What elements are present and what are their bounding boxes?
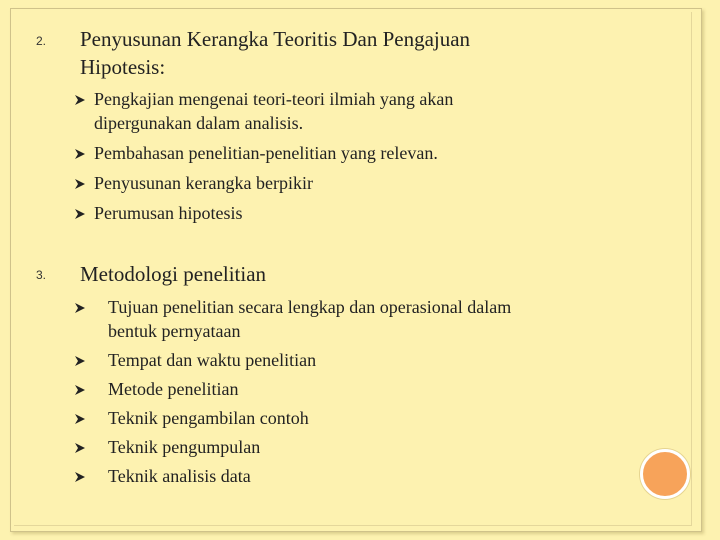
- section-3-bullet-6-text: Teknik analisis data: [108, 466, 251, 486]
- section-2-bullet-1-cont: [94, 112, 303, 135]
- section-2-bullet-1-text: Pengkajian mengenai teori-teori ilmiah yang akan: [94, 89, 454, 109]
- section-3-bullet-6: [108, 465, 251, 488]
- section-3-bullet-2-text: Tempat dan waktu penelitian: [108, 350, 317, 370]
- section-2-heading-line2: Hipotesis:: [80, 55, 166, 79]
- arrowhead-bullet-icon: [74, 384, 86, 396]
- section-2-number: 2.: [36, 34, 47, 48]
- section-3-bullet-4-text: Teknik pengambilan contoh: [108, 408, 309, 428]
- orange-circle-decoration: [640, 449, 690, 499]
- section-3-bullet-1: [108, 296, 511, 319]
- section-3-bullet-1-cont: [108, 320, 240, 343]
- arrowhead-bullet-icon: [74, 413, 86, 425]
- arrowhead-bullet-icon: [74, 208, 86, 220]
- section-2-heading-line1: Penyusunan Kerangka Teoritis Dan Pengajuan: [80, 27, 471, 51]
- arrowhead-bullet-icon: [74, 442, 86, 454]
- section-2-bullet-3: [94, 172, 313, 195]
- section-2-bullet-4-text: Perumusan hipotesis: [94, 203, 243, 223]
- section-3-heading: Metodologi penelitian: [80, 262, 267, 286]
- section-3-bullet-2: [108, 349, 316, 372]
- arrowhead-bullet-icon: [74, 355, 86, 367]
- section-2-bullet-1-text-cont: dipergunakan dalam analisis.: [94, 113, 304, 133]
- section-3-bullet-3-text: Metode penelitian: [108, 379, 239, 399]
- section-2-bullet-2: [94, 142, 438, 165]
- section-3-bullet-1-text-cont: bentuk pernyataan: [108, 321, 241, 341]
- section-2-bullet-2-text: Pembahasan penelitian-penelitian yang relevan.: [94, 143, 438, 163]
- section-3-bullet-1-text: Tujuan penelitian secara lengkap dan operasional dalam: [108, 297, 512, 317]
- section-3-bullet-3: [108, 378, 238, 401]
- section-3-bullet-4: [108, 407, 309, 430]
- arrowhead-bullet-icon: [74, 148, 86, 160]
- section-3-number: 3.: [36, 268, 47, 282]
- arrowhead-bullet-icon: [74, 302, 86, 314]
- section-2-bullet-1: [94, 88, 453, 111]
- section-2-bullet-3-text: Penyusunan kerangka berpikir: [94, 173, 313, 193]
- arrowhead-bullet-icon: [74, 471, 86, 483]
- arrowhead-bullet-icon: [74, 178, 86, 190]
- section-3-bullet-5-text: Teknik pengumpulan: [108, 437, 261, 457]
- section-2-bullet-4: [94, 202, 243, 225]
- arrowhead-bullet-icon: [74, 94, 86, 106]
- section-3-bullet-5: [108, 436, 260, 459]
